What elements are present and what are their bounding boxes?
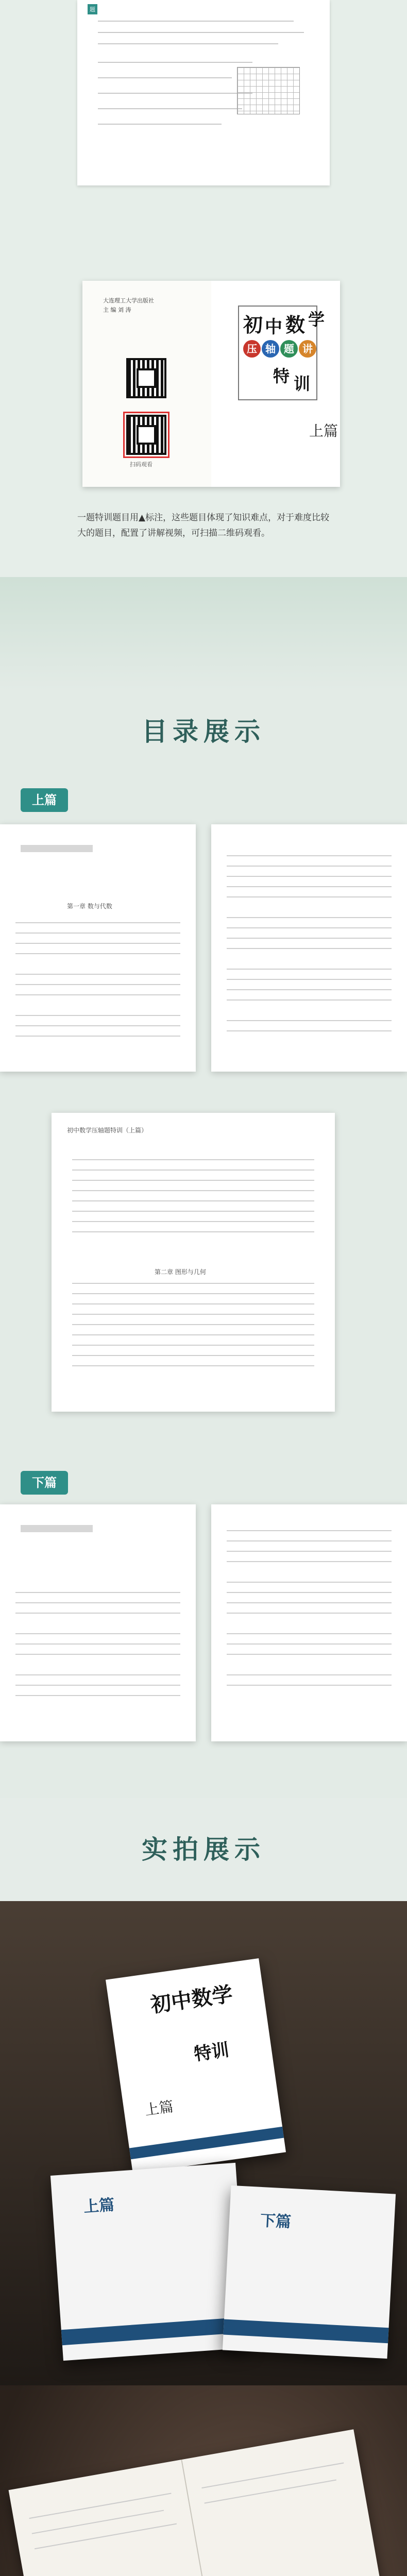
coordinate-grid-figure bbox=[237, 67, 300, 114]
title-char: 数 bbox=[285, 313, 306, 336]
toc-page-right-lower bbox=[211, 1504, 407, 1741]
preview-description: 一题特训题目用▲标注，这些题目体现了知识难点，对于难度比较大的题目，配置了讲解视频，可扫描二维码观看。 bbox=[77, 513, 330, 538]
text-line bbox=[98, 43, 278, 44]
publisher-line: 大连理工大学出版社 bbox=[103, 297, 154, 304]
photo-heading: 实拍展示 bbox=[142, 1835, 265, 1865]
volume-label: 上篇 bbox=[83, 2196, 115, 2216]
book-back-upper bbox=[50, 2163, 248, 2361]
badge-char: 题 bbox=[280, 340, 298, 358]
toc-header-bar bbox=[21, 1525, 93, 1532]
text-line bbox=[98, 93, 252, 94]
tab-lower-volume[interactable]: 下篇 bbox=[21, 1471, 68, 1495]
tab-upper-volume[interactable]: 上篇 bbox=[21, 788, 68, 812]
book-cover-upper bbox=[106, 1958, 286, 2174]
title-char: 学 bbox=[308, 310, 325, 329]
book-subtitle: 特训 bbox=[193, 2039, 231, 2065]
qr-code[interactable] bbox=[126, 358, 166, 398]
book-cover-spread bbox=[82, 281, 340, 487]
title-char: 中 bbox=[265, 317, 282, 337]
book-back-lower bbox=[223, 2185, 396, 2359]
text-line bbox=[98, 62, 252, 63]
cover-stripe bbox=[223, 2319, 388, 2343]
sample-question-page bbox=[77, 0, 330, 185]
toc-banner bbox=[0, 577, 407, 690]
video-qr-code[interactable] bbox=[126, 415, 166, 455]
text-line bbox=[98, 21, 294, 22]
open-book-pages bbox=[9, 2429, 404, 2576]
cover-stripe bbox=[129, 2127, 284, 2160]
cover-stripe bbox=[61, 2317, 247, 2345]
toc-header-bar bbox=[21, 845, 93, 852]
inside-cover-page bbox=[82, 281, 212, 487]
text-line bbox=[98, 32, 304, 33]
toc-page-right bbox=[211, 824, 407, 1072]
photo-open-book bbox=[0, 2385, 407, 2576]
badge-char: 讲 bbox=[299, 340, 316, 358]
qr-caption: 扫码观看 bbox=[130, 461, 152, 468]
volume-label: 上篇 bbox=[309, 422, 338, 439]
toc-page-left-lower bbox=[0, 1504, 196, 1741]
toc-page-detail bbox=[52, 1113, 335, 1412]
author-line: 主 编 刘 涛 bbox=[103, 307, 131, 313]
subtitle-char: 训 bbox=[294, 374, 311, 394]
volume-label: 下篇 bbox=[260, 2211, 292, 2232]
title-char: 初 bbox=[243, 313, 263, 336]
title-page bbox=[211, 281, 340, 487]
chapter-label: 第二章 图形与几何 bbox=[155, 1268, 206, 1276]
toc-page-left bbox=[0, 824, 196, 1072]
toc-heading: 目录展示 bbox=[142, 717, 265, 747]
page-tag: 题 bbox=[88, 4, 97, 14]
photo-books-closed bbox=[0, 1798, 407, 2385]
toc-page-header: 初中数学压轴题特训（上篇） bbox=[67, 1127, 148, 1134]
text-line bbox=[98, 108, 242, 109]
text-line bbox=[98, 77, 232, 78]
text-line bbox=[98, 124, 222, 125]
book-title: 初中数学 bbox=[149, 1981, 234, 2018]
volume-label: 上篇 bbox=[143, 2097, 175, 2119]
badge-char: 压 bbox=[243, 340, 261, 358]
subtitle-char: 特 bbox=[273, 366, 290, 386]
badge-char: 轴 bbox=[262, 340, 279, 358]
chapter-label: 第一章 数与代数 bbox=[67, 903, 112, 910]
